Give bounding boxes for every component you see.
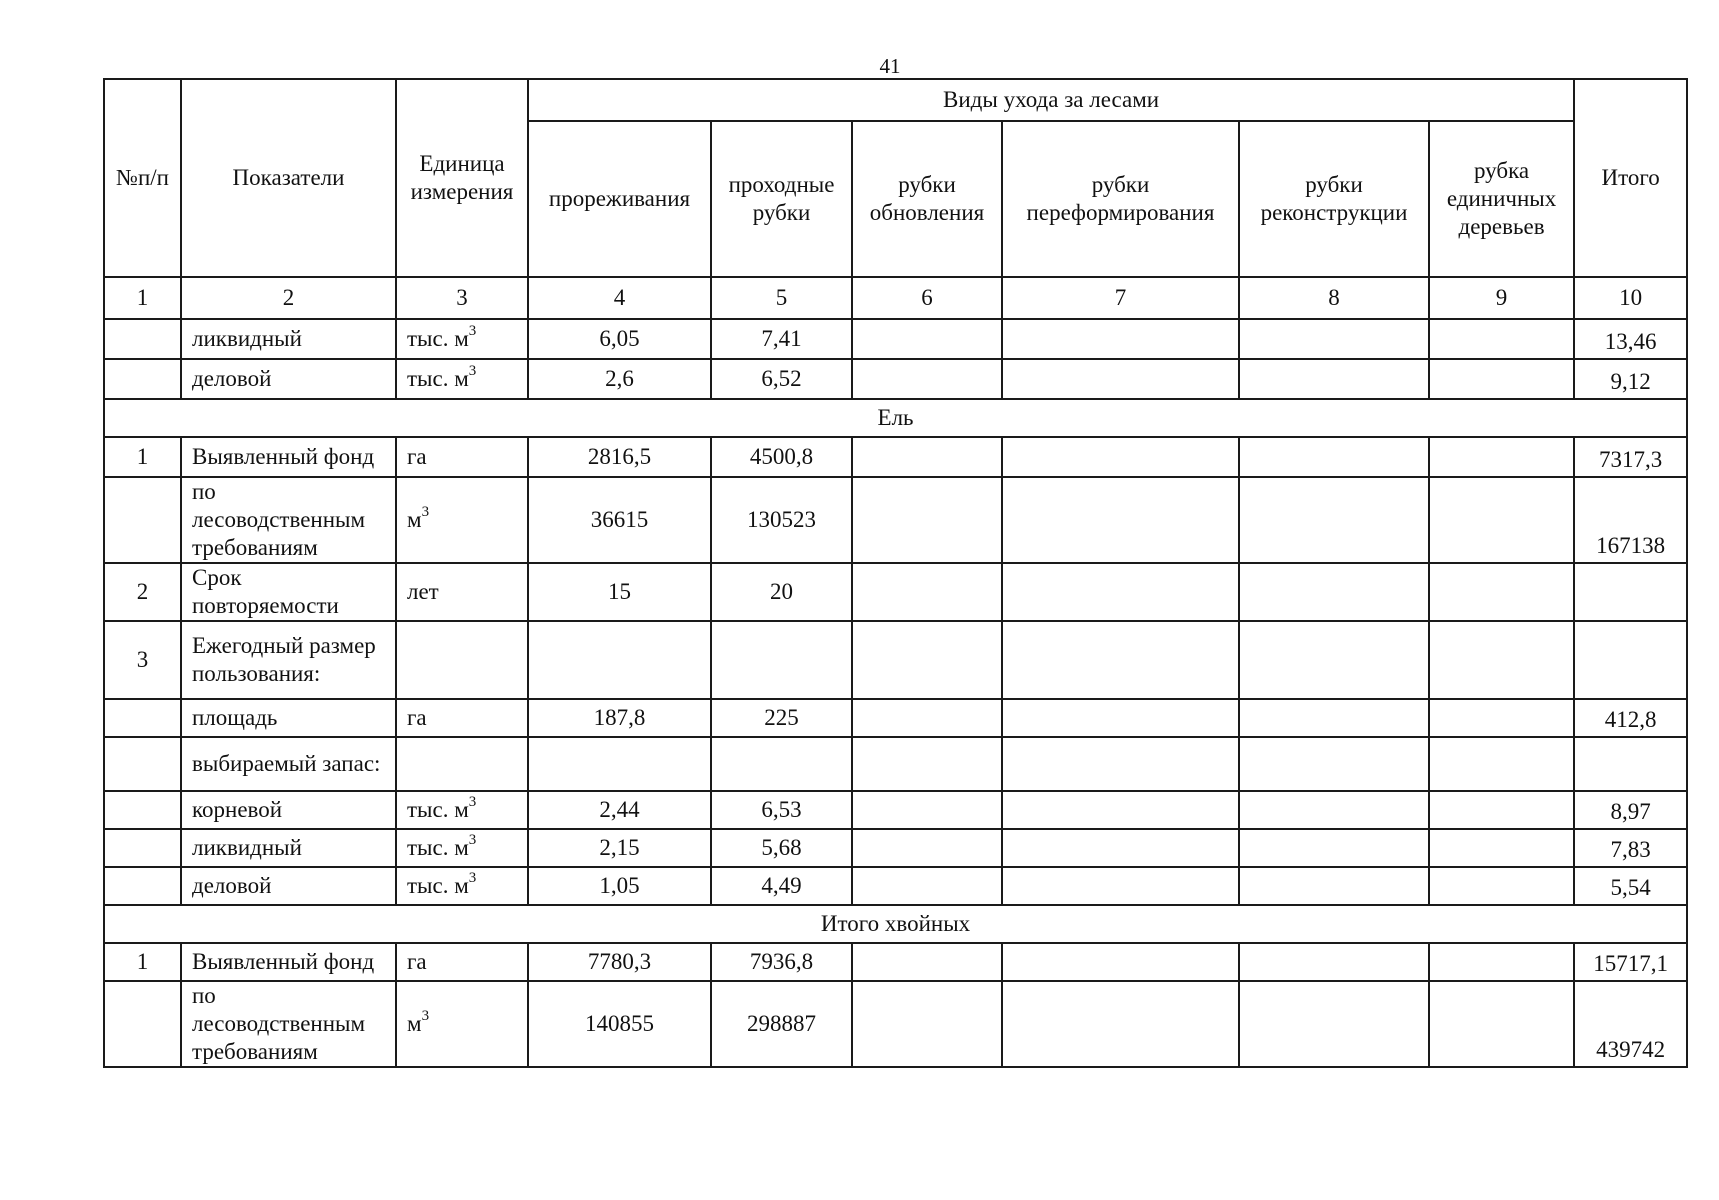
total-cell bbox=[1574, 563, 1687, 621]
row-number-cell: 3 bbox=[104, 621, 181, 699]
unit-superscript: 3 bbox=[421, 504, 430, 521]
unit-cell bbox=[396, 981, 528, 1067]
total-cell bbox=[1574, 621, 1687, 699]
value-cell-thinning: 15 bbox=[528, 563, 711, 621]
unit-cell bbox=[396, 943, 528, 981]
table-row bbox=[104, 867, 1687, 905]
table-row bbox=[104, 359, 1687, 399]
value-cell-thinning: 2816,5 bbox=[528, 437, 711, 477]
table-row bbox=[104, 791, 1687, 829]
value-cell-single-tree-cuts bbox=[1429, 699, 1574, 737]
value-cell-passing-cuts: 4,49 bbox=[711, 867, 852, 905]
unit-cell bbox=[396, 791, 528, 829]
row-number-cell bbox=[104, 477, 181, 563]
column-numbers-row bbox=[104, 277, 1687, 319]
table-row bbox=[104, 621, 1687, 699]
total-cell bbox=[1574, 737, 1687, 791]
value-cell-reformation-cuts bbox=[1002, 699, 1239, 737]
header-type-renewal-cuts: рубки обновления bbox=[852, 121, 1002, 277]
indicator-cell: деловой bbox=[181, 867, 396, 905]
column-number: 3 bbox=[396, 277, 528, 319]
column-number: 7 bbox=[1002, 277, 1239, 319]
unit-superscript: 3 bbox=[468, 832, 477, 849]
value-cell-reformation-cuts bbox=[1002, 867, 1239, 905]
value-cell-passing-cuts: 4500,8 bbox=[711, 437, 852, 477]
row-number-cell bbox=[104, 867, 181, 905]
value-cell-reformation-cuts bbox=[1002, 621, 1239, 699]
value-cell-reconstruction-cuts bbox=[1239, 359, 1429, 399]
total-cell: 13,46 bbox=[1574, 319, 1687, 359]
indicator-cell: корневой bbox=[181, 791, 396, 829]
indicator-cell: Срок повторяемости bbox=[181, 563, 396, 621]
unit-text: м bbox=[407, 1011, 422, 1036]
value-cell-single-tree-cuts bbox=[1429, 477, 1574, 563]
row-number-cell bbox=[104, 737, 181, 791]
value-cell-passing-cuts: 130523 bbox=[711, 477, 852, 563]
value-cell-reconstruction-cuts bbox=[1239, 981, 1429, 1067]
total-cell: 412,8 bbox=[1574, 699, 1687, 737]
value-cell-renewal-cuts bbox=[852, 791, 1002, 829]
value-cell-reconstruction-cuts bbox=[1239, 791, 1429, 829]
indicator-cell: Выявленный фонд bbox=[181, 437, 396, 477]
value-cell-reformation-cuts bbox=[1002, 437, 1239, 477]
value-cell-reconstruction-cuts bbox=[1239, 319, 1429, 359]
header-row-top bbox=[104, 79, 1687, 121]
value-cell-renewal-cuts bbox=[852, 737, 1002, 791]
unit-text: тыс. м bbox=[407, 873, 469, 898]
header-type-single-tree-cuts: рубка единичных деревьев bbox=[1429, 121, 1574, 277]
value-cell-thinning: 7780,3 bbox=[528, 943, 711, 981]
total-cell: 439742 bbox=[1574, 981, 1687, 1067]
column-number: 9 bbox=[1429, 277, 1574, 319]
unit-cell bbox=[396, 737, 528, 791]
value-cell-single-tree-cuts bbox=[1429, 621, 1574, 699]
indicator-cell: по лесоводственным требованиям bbox=[181, 981, 396, 1067]
value-cell-passing-cuts: 298887 bbox=[711, 981, 852, 1067]
value-cell-renewal-cuts bbox=[852, 319, 1002, 359]
value-cell-renewal-cuts bbox=[852, 359, 1002, 399]
value-cell-reformation-cuts bbox=[1002, 829, 1239, 867]
value-cell-reconstruction-cuts bbox=[1239, 943, 1429, 981]
column-number: 4 bbox=[528, 277, 711, 319]
value-cell-reconstruction-cuts bbox=[1239, 563, 1429, 621]
value-cell-renewal-cuts bbox=[852, 477, 1002, 563]
header-total: Итого bbox=[1574, 79, 1687, 277]
unit-text: га bbox=[407, 444, 427, 469]
indicator-cell: Выявленный фонд bbox=[181, 943, 396, 981]
unit-text: тыс. м bbox=[407, 835, 469, 860]
row-number-cell bbox=[104, 829, 181, 867]
value-cell-thinning bbox=[528, 621, 711, 699]
table-row bbox=[104, 319, 1687, 359]
unit-cell bbox=[396, 477, 528, 563]
value-cell-single-tree-cuts bbox=[1429, 319, 1574, 359]
unit-text: тыс. м bbox=[407, 797, 469, 822]
value-cell-passing-cuts: 7936,8 bbox=[711, 943, 852, 981]
indicator-cell: деловой bbox=[181, 359, 396, 399]
value-cell-renewal-cuts bbox=[852, 699, 1002, 737]
table-row bbox=[104, 943, 1687, 981]
value-cell-renewal-cuts bbox=[852, 563, 1002, 621]
total-cell: 7,83 bbox=[1574, 829, 1687, 867]
total-cell: 15717,1 bbox=[1574, 943, 1687, 981]
indicator-cell: выбираемый запас: bbox=[181, 737, 396, 791]
value-cell-reconstruction-cuts bbox=[1239, 829, 1429, 867]
value-cell-renewal-cuts bbox=[852, 943, 1002, 981]
row-number-cell: 1 bbox=[104, 943, 181, 981]
total-cell: 167138 bbox=[1574, 477, 1687, 563]
unit-superscript: 3 bbox=[468, 323, 477, 340]
value-cell-reformation-cuts bbox=[1002, 981, 1239, 1067]
value-cell-thinning: 1,05 bbox=[528, 867, 711, 905]
header-unit: Единица измерения bbox=[396, 79, 528, 277]
section-title: Итого хвойных bbox=[104, 905, 1687, 943]
value-cell-passing-cuts: 225 bbox=[711, 699, 852, 737]
header-num: №п/п bbox=[104, 79, 181, 277]
page-number: 41 bbox=[879, 54, 901, 78]
value-cell-reconstruction-cuts bbox=[1239, 699, 1429, 737]
value-cell-single-tree-cuts bbox=[1429, 829, 1574, 867]
value-cell-thinning: 187,8 bbox=[528, 699, 711, 737]
unit-text: тыс. м bbox=[407, 366, 469, 391]
section-title: Ель bbox=[104, 399, 1687, 437]
unit-cell bbox=[396, 563, 528, 621]
value-cell-single-tree-cuts bbox=[1429, 563, 1574, 621]
row-number-cell bbox=[104, 319, 181, 359]
value-cell-renewal-cuts bbox=[852, 867, 1002, 905]
value-cell-single-tree-cuts bbox=[1429, 737, 1574, 791]
value-cell-renewal-cuts bbox=[852, 621, 1002, 699]
value-cell-thinning: 6,05 bbox=[528, 319, 711, 359]
value-cell-thinning bbox=[528, 737, 711, 791]
header-type-reconstruction-cuts: рубки реконструкции bbox=[1239, 121, 1429, 277]
value-cell-reconstruction-cuts bbox=[1239, 477, 1429, 563]
unit-text: тыс. м bbox=[407, 326, 469, 351]
table-row bbox=[104, 477, 1687, 563]
header-type-thinning: прореживания bbox=[528, 121, 711, 277]
unit-text: м bbox=[407, 507, 422, 532]
header-indicators: Показатели bbox=[181, 79, 396, 277]
row-number-cell bbox=[104, 981, 181, 1067]
value-cell-single-tree-cuts bbox=[1429, 981, 1574, 1067]
value-cell-single-tree-cuts bbox=[1429, 867, 1574, 905]
value-cell-reformation-cuts bbox=[1002, 737, 1239, 791]
unit-cell bbox=[396, 437, 528, 477]
unit-cell bbox=[396, 867, 528, 905]
table-row bbox=[104, 437, 1687, 477]
value-cell-renewal-cuts bbox=[852, 981, 1002, 1067]
column-number: 2 bbox=[181, 277, 396, 319]
value-cell-reconstruction-cuts bbox=[1239, 621, 1429, 699]
table-row bbox=[104, 699, 1687, 737]
value-cell-single-tree-cuts bbox=[1429, 943, 1574, 981]
section-row bbox=[104, 905, 1687, 943]
column-number: 6 bbox=[852, 277, 1002, 319]
value-cell-passing-cuts bbox=[711, 621, 852, 699]
column-number: 8 bbox=[1239, 277, 1429, 319]
unit-cell bbox=[396, 319, 528, 359]
header-care-types-group: Виды ухода за лесами bbox=[528, 79, 1574, 121]
value-cell-thinning: 2,6 bbox=[528, 359, 711, 399]
table-row bbox=[104, 737, 1687, 791]
row-number-cell: 1 bbox=[104, 437, 181, 477]
unit-cell bbox=[396, 621, 528, 699]
value-cell-single-tree-cuts bbox=[1429, 791, 1574, 829]
row-number-cell: 2 bbox=[104, 563, 181, 621]
header-type-reformation-cuts: рубки переформирования bbox=[1002, 121, 1239, 277]
unit-superscript: 3 bbox=[468, 794, 477, 811]
total-cell: 8,97 bbox=[1574, 791, 1687, 829]
value-cell-passing-cuts: 6,52 bbox=[711, 359, 852, 399]
value-cell-passing-cuts: 6,53 bbox=[711, 791, 852, 829]
value-cell-passing-cuts: 5,68 bbox=[711, 829, 852, 867]
unit-text: лет bbox=[407, 579, 439, 604]
unit-superscript: 3 bbox=[468, 363, 477, 380]
row-number-cell bbox=[104, 791, 181, 829]
value-cell-passing-cuts: 20 bbox=[711, 563, 852, 621]
value-cell-passing-cuts bbox=[711, 737, 852, 791]
value-cell-reformation-cuts bbox=[1002, 477, 1239, 563]
column-number: 1 bbox=[104, 277, 181, 319]
row-number-cell bbox=[104, 359, 181, 399]
value-cell-reformation-cuts bbox=[1002, 359, 1239, 399]
indicator-cell: площадь bbox=[181, 699, 396, 737]
column-number: 10 bbox=[1574, 277, 1687, 319]
table-row bbox=[104, 829, 1687, 867]
unit-text: га bbox=[407, 949, 427, 974]
header-type-passing-cuts: проходные рубки bbox=[711, 121, 852, 277]
value-cell-thinning: 2,15 bbox=[528, 829, 711, 867]
value-cell-single-tree-cuts bbox=[1429, 359, 1574, 399]
row-number-cell bbox=[104, 699, 181, 737]
value-cell-reconstruction-cuts bbox=[1239, 867, 1429, 905]
value-cell-single-tree-cuts bbox=[1429, 437, 1574, 477]
value-cell-thinning: 36615 bbox=[528, 477, 711, 563]
value-cell-reformation-cuts bbox=[1002, 319, 1239, 359]
table-row bbox=[104, 563, 1687, 621]
value-cell-reconstruction-cuts bbox=[1239, 737, 1429, 791]
forest-care-table bbox=[103, 78, 1688, 1068]
unit-superscript: 3 bbox=[421, 1008, 430, 1025]
value-cell-reformation-cuts bbox=[1002, 943, 1239, 981]
column-number: 5 bbox=[711, 277, 852, 319]
value-cell-passing-cuts: 7,41 bbox=[711, 319, 852, 359]
table-row bbox=[104, 981, 1687, 1067]
unit-text: га bbox=[407, 705, 427, 730]
indicator-cell: ликвидный bbox=[181, 829, 396, 867]
value-cell-reformation-cuts bbox=[1002, 791, 1239, 829]
value-cell-thinning: 140855 bbox=[528, 981, 711, 1067]
indicator-cell: ликвидный bbox=[181, 319, 396, 359]
unit-cell bbox=[396, 829, 528, 867]
value-cell-reconstruction-cuts bbox=[1239, 437, 1429, 477]
unit-cell bbox=[396, 359, 528, 399]
unit-cell bbox=[396, 699, 528, 737]
section-row bbox=[104, 399, 1687, 437]
value-cell-reformation-cuts bbox=[1002, 563, 1239, 621]
total-cell: 5,54 bbox=[1574, 867, 1687, 905]
unit-superscript: 3 bbox=[468, 870, 477, 887]
total-cell: 7317,3 bbox=[1574, 437, 1687, 477]
value-cell-renewal-cuts bbox=[852, 829, 1002, 867]
value-cell-thinning: 2,44 bbox=[528, 791, 711, 829]
indicator-cell: по лесоводственным требованиям bbox=[181, 477, 396, 563]
total-cell: 9,12 bbox=[1574, 359, 1687, 399]
indicator-cell: Ежегодный размер пользования: bbox=[181, 621, 396, 699]
value-cell-renewal-cuts bbox=[852, 437, 1002, 477]
